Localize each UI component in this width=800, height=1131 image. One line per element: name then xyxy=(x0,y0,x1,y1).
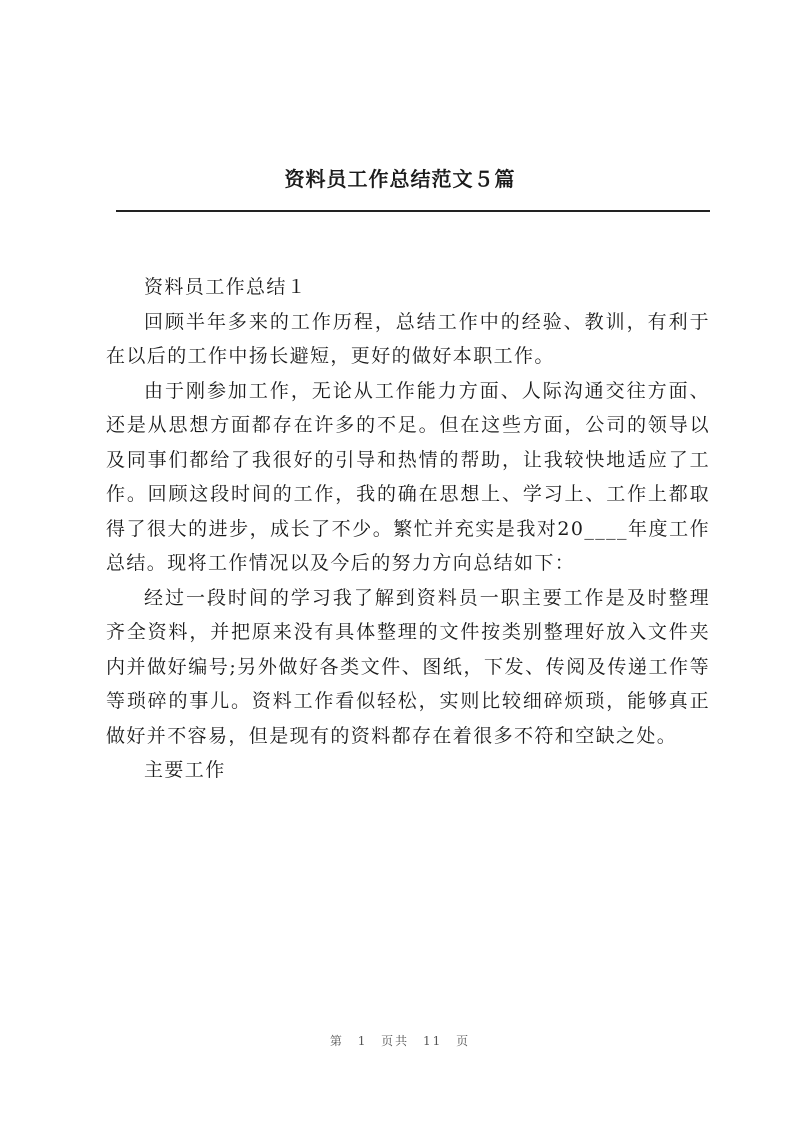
body-paragraph: 经过一段时间的学习我了解到资料员一职主要工作是及时整理齐全资料，并把原来没有具体整理的文件按类别整理好放入文件夹内并做好编号;另外做好各类文件、图纸，下发、传阅及传递工作等等琐碎的事儿。资料工作看似轻松，实则比较细碎烦琐，能够真正做好并不容易，但是现有的资料都存在着很多不符和空缺之处。 xyxy=(106,586,710,747)
title-divider xyxy=(116,210,710,212)
footer-prefix: 第 xyxy=(329,1034,344,1048)
body-paragraph: 回顾半年多来的工作历程，总结工作中的经验、教训，有利于在以后的工作中扬长避短，更好的做好本职工作。 xyxy=(106,310,710,367)
footer-suffix: 页 xyxy=(456,1034,471,1048)
footer-middle: 页共 xyxy=(381,1034,410,1048)
document-title: 资料员工作总结范文５篇 xyxy=(284,167,516,191)
section-heading: 资料员工作总结１ xyxy=(144,276,308,298)
footer-total-pages: 11 xyxy=(423,1034,443,1048)
body-paragraph: 由于刚参加工作，无论从工作能力方面、人际沟通交往方面、还是从思想方面都存在许多的不足。但在这些方面，公司的领导以及同事们都给了我很好的引导和热情的帮助，让我较快地适应了工作。回顾这段时间的工作，我的确在思想上、学习上、工作上都取得了很大的进步，成长了不少。繁忙并充实是我对20____年度工作总结。现将工作情况以及今后的努力方向总结如下： xyxy=(106,379,710,574)
section-heading: 主要工作 xyxy=(144,759,226,781)
document-body xyxy=(106,270,710,788)
page-footer xyxy=(0,1032,800,1049)
footer-page-number: 1 xyxy=(357,1034,368,1048)
